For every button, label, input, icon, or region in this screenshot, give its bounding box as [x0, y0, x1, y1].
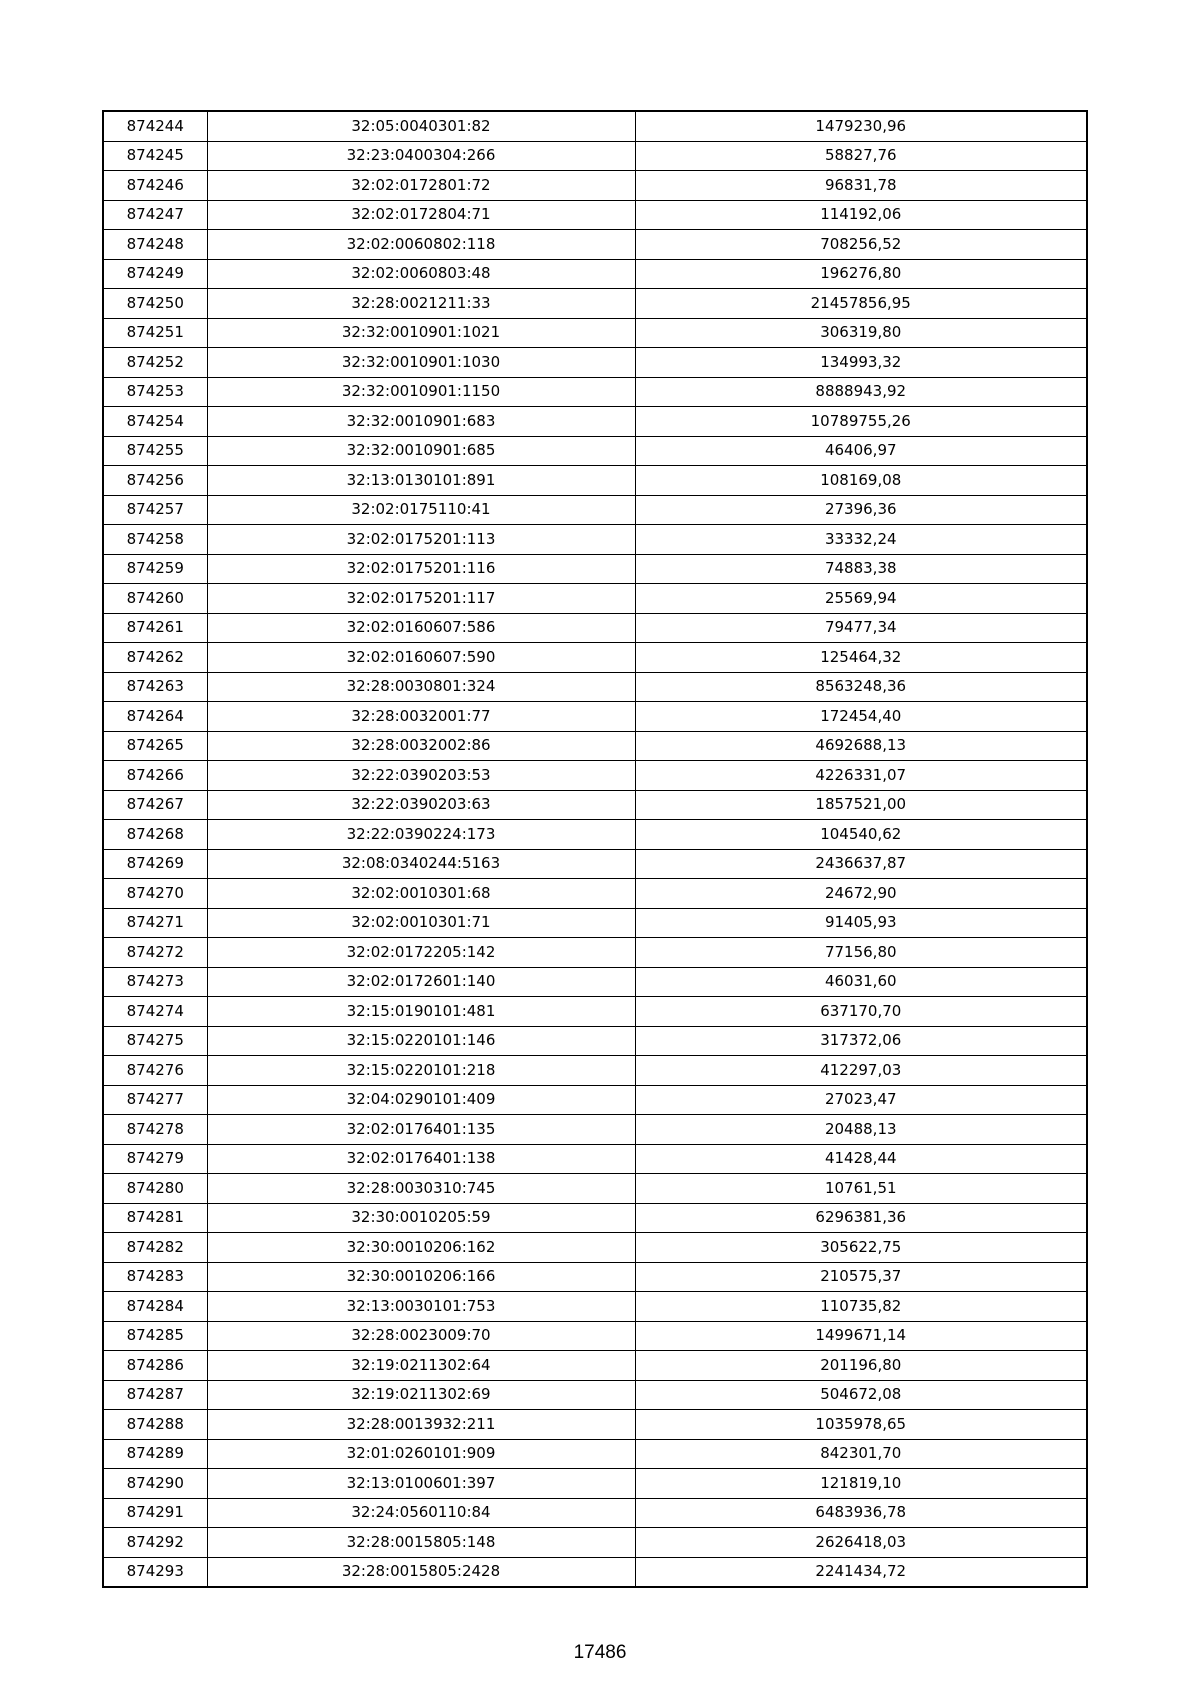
row-number-cell: 874287: [103, 1380, 207, 1410]
cadastral-value-cell: 4226331,07: [635, 761, 1087, 791]
table-row: [103, 289, 1087, 319]
cadastral-number-cell: 32:15:0220101:218: [207, 1056, 635, 1086]
table-row: [103, 997, 1087, 1027]
cadastral-value-cell: 24672,90: [635, 879, 1087, 909]
cadastral-number-cell: 32:13:0030101:753: [207, 1292, 635, 1322]
cadastral-value-cell: 8563248,36: [635, 672, 1087, 702]
cadastral-value-cell: 20488,13: [635, 1115, 1087, 1145]
row-number-cell: 874244: [103, 111, 207, 141]
cadastral-value-cell: 110735,82: [635, 1292, 1087, 1322]
row-number-cell: 874283: [103, 1262, 207, 1292]
row-number-cell: 874259: [103, 554, 207, 584]
cadastral-number-cell: 32:02:0176401:135: [207, 1115, 635, 1145]
table-row: [103, 230, 1087, 260]
cadastral-value-cell: 6296381,36: [635, 1203, 1087, 1233]
table-row: [103, 702, 1087, 732]
cadastral-value-cell: 108169,08: [635, 466, 1087, 496]
cadastral-number-cell: 32:23:0400304:266: [207, 141, 635, 171]
page-number: 17486: [573, 1642, 627, 1663]
row-number-cell: 874256: [103, 466, 207, 496]
row-number-cell: 874251: [103, 318, 207, 348]
cadastral-value-cell: 306319,80: [635, 318, 1087, 348]
cadastral-number-cell: 32:28:0021211:33: [207, 289, 635, 319]
cadastral-number-cell: 32:28:0023009:70: [207, 1321, 635, 1351]
cadastral-value-cell: 46406,97: [635, 436, 1087, 466]
table-row: [103, 348, 1087, 378]
table-row: [103, 908, 1087, 938]
cadastral-value-cell: 2241434,72: [635, 1557, 1087, 1587]
table-row: [103, 967, 1087, 997]
cadastral-number-cell: 32:02:0175201:116: [207, 554, 635, 584]
table-row: [103, 1528, 1087, 1558]
row-number-cell: 874258: [103, 525, 207, 555]
row-number-cell: 874265: [103, 731, 207, 761]
table-row: [103, 1056, 1087, 1086]
cadastral-number-cell: 32:32:0010901:683: [207, 407, 635, 437]
table-row: [103, 436, 1087, 466]
cadastral-value-cell: 104540,62: [635, 820, 1087, 850]
table-row: [103, 1174, 1087, 1204]
row-number-cell: 874292: [103, 1528, 207, 1558]
cadastral-number-cell: 32:19:0211302:69: [207, 1380, 635, 1410]
cadastral-number-cell: 32:32:0010901:1021: [207, 318, 635, 348]
table-row: [103, 1026, 1087, 1056]
cadastral-value-cell: 4692688,13: [635, 731, 1087, 761]
cadastral-number-cell: 32:02:0160607:590: [207, 643, 635, 673]
table-row: [103, 111, 1087, 141]
row-number-cell: 874278: [103, 1115, 207, 1145]
table-row: [103, 1351, 1087, 1381]
table-row: [103, 200, 1087, 230]
cadastral-value-cell: 79477,34: [635, 613, 1087, 643]
cadastral-value-cell: 637170,70: [635, 997, 1087, 1027]
cadastral-number-cell: 32:28:0030310:745: [207, 1174, 635, 1204]
cadastral-value-cell: 74883,38: [635, 554, 1087, 584]
table-row: [103, 318, 1087, 348]
row-number-cell: 874252: [103, 348, 207, 378]
row-number-cell: 874261: [103, 613, 207, 643]
table-row: [103, 466, 1087, 496]
row-number-cell: 874284: [103, 1292, 207, 1322]
cadastral-number-cell: 32:19:0211302:64: [207, 1351, 635, 1381]
row-number-cell: 874282: [103, 1233, 207, 1263]
cadastral-number-cell: 32:32:0010901:1150: [207, 377, 635, 407]
row-number-cell: 874274: [103, 997, 207, 1027]
row-number-cell: 874289: [103, 1439, 207, 1469]
cadastral-value-cell: 33332,24: [635, 525, 1087, 555]
cadastral-value-cell: 21457856,95: [635, 289, 1087, 319]
table-row: [103, 879, 1087, 909]
table-body: [103, 111, 1087, 1587]
cadastral-value-cell: 6483936,78: [635, 1498, 1087, 1528]
row-number-cell: 874291: [103, 1498, 207, 1528]
table-row: [103, 1557, 1087, 1587]
row-number-cell: 874286: [103, 1351, 207, 1381]
row-number-cell: 874247: [103, 200, 207, 230]
cadastral-number-cell: 32:28:0032001:77: [207, 702, 635, 732]
row-number-cell: 874249: [103, 259, 207, 289]
table-row: [103, 377, 1087, 407]
row-number-cell: 874255: [103, 436, 207, 466]
cadastral-value-cell: 25569,94: [635, 584, 1087, 614]
table-row: [103, 1115, 1087, 1145]
cadastral-number-cell: 32:02:0172205:142: [207, 938, 635, 968]
cadastral-value-cell: 1479230,96: [635, 111, 1087, 141]
row-number-cell: 874273: [103, 967, 207, 997]
cadastral-value-cell: 1499671,14: [635, 1321, 1087, 1351]
cadastral-value-cell: 77156,80: [635, 938, 1087, 968]
row-number-cell: 874290: [103, 1469, 207, 1499]
cadastral-value-cell: 2436637,87: [635, 849, 1087, 879]
cadastral-number-cell: 32:13:0100601:397: [207, 1469, 635, 1499]
cadastral-number-cell: 32:02:0175110:41: [207, 495, 635, 525]
table-row: [103, 761, 1087, 791]
cadastral-number-cell: 32:02:0175201:117: [207, 584, 635, 614]
cadastral-number-cell: 32:28:0015805:148: [207, 1528, 635, 1558]
cadastral-value-cell: 210575,37: [635, 1262, 1087, 1292]
row-number-cell: 874276: [103, 1056, 207, 1086]
cadastral-value-cell: 305622,75: [635, 1233, 1087, 1263]
cadastral-value-cell: 2626418,03: [635, 1528, 1087, 1558]
table-row: [103, 259, 1087, 289]
table-row: [103, 1439, 1087, 1469]
table-row: [103, 1469, 1087, 1499]
cadastral-number-cell: 32:02:0172801:72: [207, 171, 635, 201]
row-number-cell: 874267: [103, 790, 207, 820]
table-row: [103, 731, 1087, 761]
cadastral-number-cell: 32:32:0010901:1030: [207, 348, 635, 378]
cadastral-value-cell: 172454,40: [635, 702, 1087, 732]
table-row: [103, 672, 1087, 702]
row-number-cell: 874245: [103, 141, 207, 171]
row-number-cell: 874281: [103, 1203, 207, 1233]
cadastral-value-cell: 1035978,65: [635, 1410, 1087, 1440]
cadastral-number-cell: 32:28:0015805:2428: [207, 1557, 635, 1587]
cadastral-number-cell: 32:22:0390224:173: [207, 820, 635, 850]
cadastral-number-cell: 32:02:0060802:118: [207, 230, 635, 260]
table-row: [103, 643, 1087, 673]
row-number-cell: 874279: [103, 1144, 207, 1174]
cadastral-number-cell: 32:02:0060803:48: [207, 259, 635, 289]
table-row: [103, 525, 1087, 555]
table-row: [103, 584, 1087, 614]
cadastral-value-cell: 27396,36: [635, 495, 1087, 525]
table-row: [103, 171, 1087, 201]
row-number-cell: 874254: [103, 407, 207, 437]
table-row: [103, 820, 1087, 850]
row-number-cell: 874253: [103, 377, 207, 407]
cadastral-value-cell: 201196,80: [635, 1351, 1087, 1381]
cadastral-number-cell: 32:30:0010206:166: [207, 1262, 635, 1292]
table-row: [103, 790, 1087, 820]
cadastral-value-cell: 96831,78: [635, 171, 1087, 201]
cadastral-value-cell: 41428,44: [635, 1144, 1087, 1174]
table-row: [103, 1380, 1087, 1410]
cadastral-value-table: [102, 110, 1088, 1588]
table-row: [103, 1410, 1087, 1440]
table-row: [103, 1203, 1087, 1233]
cadastral-value-cell: 10761,51: [635, 1174, 1087, 1204]
cadastral-value-cell: 317372,06: [635, 1026, 1087, 1056]
cadastral-number-cell: 32:01:0260101:909: [207, 1439, 635, 1469]
row-number-cell: 874293: [103, 1557, 207, 1587]
table-row: [103, 849, 1087, 879]
table-row: [103, 1262, 1087, 1292]
cadastral-value-cell: 196276,80: [635, 259, 1087, 289]
table-row: [103, 1144, 1087, 1174]
cadastral-value-cell: 504672,08: [635, 1380, 1087, 1410]
table-row: [103, 407, 1087, 437]
row-number-cell: 874260: [103, 584, 207, 614]
cadastral-value-cell: 91405,93: [635, 908, 1087, 938]
row-number-cell: 874250: [103, 289, 207, 319]
row-number-cell: 874246: [103, 171, 207, 201]
cadastral-value-cell: 842301,70: [635, 1439, 1087, 1469]
cadastral-number-cell: 32:22:0390203:63: [207, 790, 635, 820]
cadastral-number-cell: 32:02:0172804:71: [207, 200, 635, 230]
cadastral-value-cell: 1857521,00: [635, 790, 1087, 820]
cadastral-number-cell: 32:04:0290101:409: [207, 1085, 635, 1115]
cadastral-number-cell: 32:22:0390203:53: [207, 761, 635, 791]
cadastral-number-cell: 32:32:0010901:685: [207, 436, 635, 466]
cadastral-value-cell: 27023,47: [635, 1085, 1087, 1115]
row-number-cell: 874270: [103, 879, 207, 909]
table-row: [103, 1233, 1087, 1263]
cadastral-number-cell: 32:30:0010205:59: [207, 1203, 635, 1233]
cadastral-number-cell: 32:02:0172601:140: [207, 967, 635, 997]
row-number-cell: 874288: [103, 1410, 207, 1440]
cadastral-value-cell: 708256,52: [635, 230, 1087, 260]
table-row: [103, 495, 1087, 525]
table-row: [103, 613, 1087, 643]
row-number-cell: 874271: [103, 908, 207, 938]
cadastral-number-cell: 32:05:0040301:82: [207, 111, 635, 141]
row-number-cell: 874280: [103, 1174, 207, 1204]
cadastral-number-cell: 32:13:0130101:891: [207, 466, 635, 496]
table-row: [103, 938, 1087, 968]
table-row: [103, 141, 1087, 171]
cadastral-value-cell: 58827,76: [635, 141, 1087, 171]
cadastral-number-cell: 32:15:0190101:481: [207, 997, 635, 1027]
cadastral-value-cell: 412297,03: [635, 1056, 1087, 1086]
cadastral-number-cell: 32:28:0013932:211: [207, 1410, 635, 1440]
row-number-cell: 874269: [103, 849, 207, 879]
row-number-cell: 874262: [103, 643, 207, 673]
table-row: [103, 554, 1087, 584]
row-number-cell: 874285: [103, 1321, 207, 1351]
row-number-cell: 874248: [103, 230, 207, 260]
row-number-cell: 874264: [103, 702, 207, 732]
table-row: [103, 1321, 1087, 1351]
cadastral-number-cell: 32:02:0010301:71: [207, 908, 635, 938]
table-row: [103, 1498, 1087, 1528]
row-number-cell: 874268: [103, 820, 207, 850]
cadastral-value-cell: 114192,06: [635, 200, 1087, 230]
cadastral-value-cell: 121819,10: [635, 1469, 1087, 1499]
cadastral-number-cell: 32:28:0030801:324: [207, 672, 635, 702]
row-number-cell: 874257: [103, 495, 207, 525]
table-row: [103, 1085, 1087, 1115]
table-row: [103, 1292, 1087, 1322]
cadastral-number-cell: 32:15:0220101:146: [207, 1026, 635, 1056]
cadastral-number-cell: 32:02:0175201:113: [207, 525, 635, 555]
row-number-cell: 874277: [103, 1085, 207, 1115]
cadastral-value-cell: 125464,32: [635, 643, 1087, 673]
row-number-cell: 874266: [103, 761, 207, 791]
row-number-cell: 874275: [103, 1026, 207, 1056]
row-number-cell: 874272: [103, 938, 207, 968]
cadastral-number-cell: 32:28:0032002:86: [207, 731, 635, 761]
cadastral-number-cell: 32:02:0176401:138: [207, 1144, 635, 1174]
cadastral-value-cell: 46031,60: [635, 967, 1087, 997]
cadastral-value-cell: 134993,32: [635, 348, 1087, 378]
cadastral-value-cell: 10789755,26: [635, 407, 1087, 437]
cadastral-number-cell: 32:30:0010206:162: [207, 1233, 635, 1263]
row-number-cell: 874263: [103, 672, 207, 702]
cadastral-number-cell: 32:02:0010301:68: [207, 879, 635, 909]
cadastral-value-cell: 8888943,92: [635, 377, 1087, 407]
cadastral-number-cell: 32:08:0340244:5163: [207, 849, 635, 879]
cadastral-number-cell: 32:24:0560110:84: [207, 1498, 635, 1528]
cadastral-number-cell: 32:02:0160607:586: [207, 613, 635, 643]
